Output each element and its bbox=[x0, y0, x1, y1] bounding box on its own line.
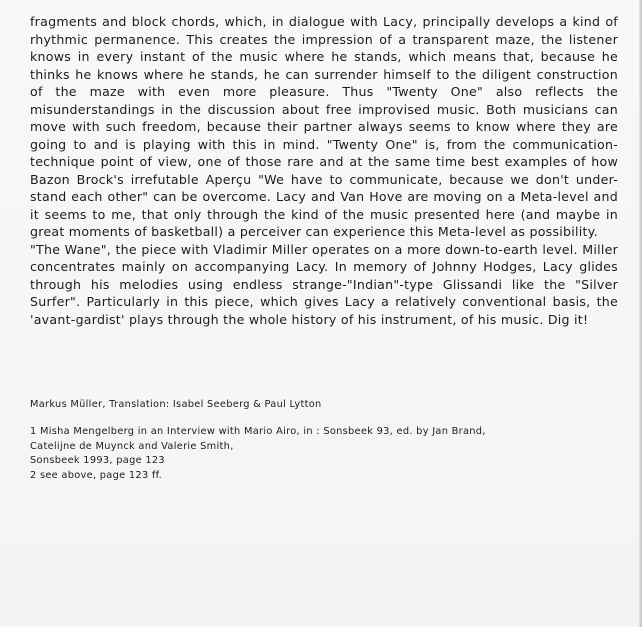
footnote-line: Catelijne de Muynck and Valerie Smith, bbox=[30, 440, 234, 452]
footnotes bbox=[30, 425, 486, 483]
footnote-line: 2 see above, page 123 ff. bbox=[30, 469, 163, 481]
footnote-line: Sonsbeek 1993, page 123 bbox=[30, 455, 165, 466]
paragraph-the-wane: "The Wane", the piece with Vladimir Miller operates on a more down-to-earth level. Miller concentrates mainly on accompanying Lacy. In memory of Johnny Hodges, Lacy glides through his melodies using endless strange-"Indian"-type Glissandi like the "Silver Surfer". Particularly in this piece, which gives Lacy a relatively conventional basis, the 'avant-gardist' plays through the whole history of his instrument, of his music. Dig it! bbox=[30, 241, 618, 327]
article-body bbox=[30, 13, 618, 328]
footnote-line: 1 Misha Mengelberg in an Interview with Mario Airo, in : Sonsbeek 93, ed. by Jan Brand, bbox=[30, 426, 486, 437]
paragraph-twenty-one: fragments and block chords, which, in dialogue with Lacy, principally develops a kind of rhythmic permanence. This creates the impression of a transparent maze, the listener knows in every instant of the music where he stands, which means that, because he thinks he knows where he stands, he can surrender himself to the diligent construction of the maze with even more pleasure. Thus "Twenty One" also reflects the misunderstandings in the discussion about free improvised music. Both musicians can move with such freedom, because their partner always seems to know where they are going to and is playing with this in mind. "Twenty One" is, from the communication-technique point of view, one of those rare and at the same time best examples of how Bazon Brock's irrefutable Aperçu "We have to communicate, because we don't under-stand each other" can be overcome. Lacy and Van Hove are moving on a Meta-level and it seems to me, that only through the kind of the music presented here (and maybe in great moments of basketball) a perceiver can experience this Meta-level as possibility. bbox=[30, 14, 618, 239]
author-credit: Markus Müller, Translation: Isabel Seeberg & Paul Lytton bbox=[30, 399, 322, 410]
